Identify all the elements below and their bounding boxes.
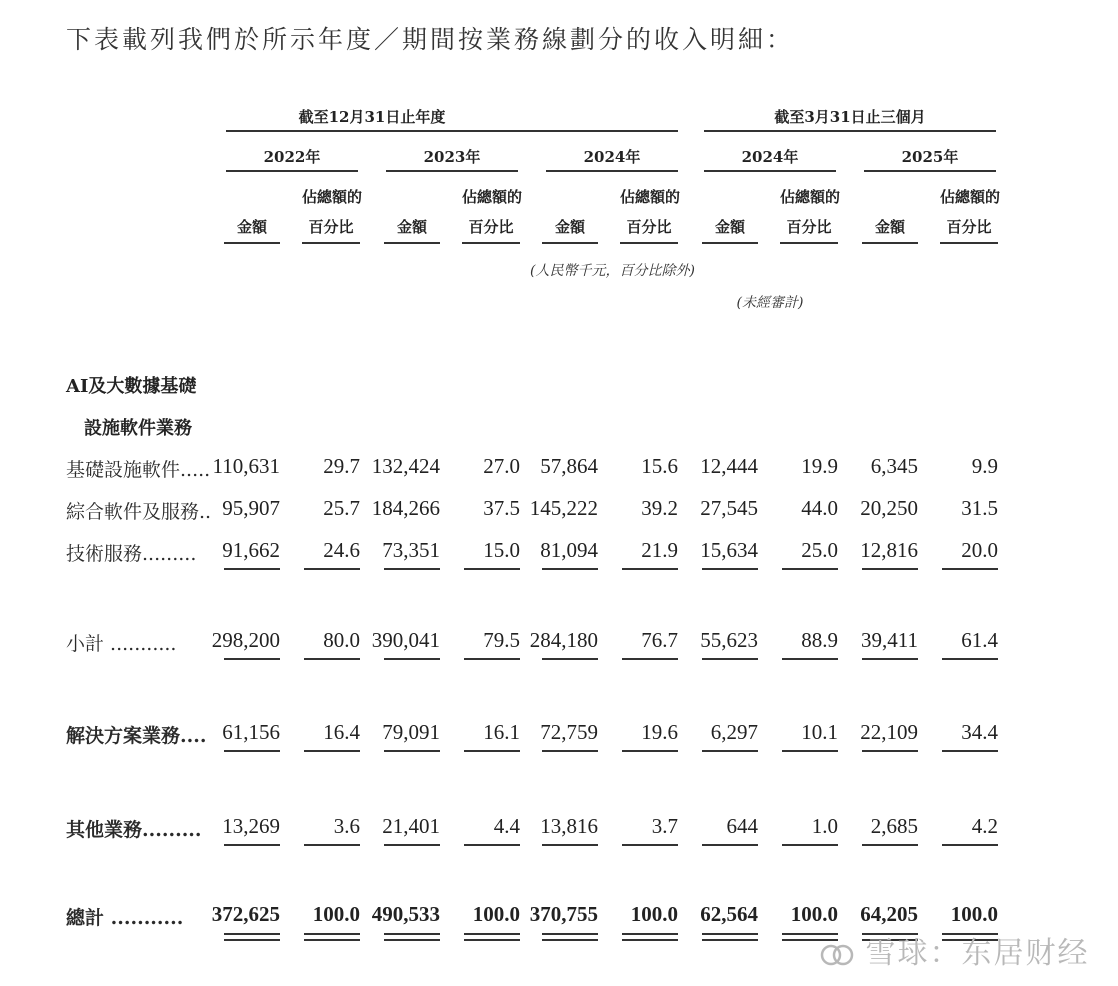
col-header-pct-line2: 百分比 xyxy=(308,218,354,236)
row-other-value: 4.2 xyxy=(971,814,998,838)
value-underline xyxy=(464,844,520,846)
col-header-pct-line2: 百分比 xyxy=(786,218,832,236)
total-double-underline-top xyxy=(304,933,360,935)
row-infrastructure-software-value: 27.0 xyxy=(483,454,520,478)
value-underline xyxy=(542,750,598,752)
total-double-underline-top xyxy=(384,933,440,935)
row-other-value: 13,269 xyxy=(222,814,280,838)
row-technical-services-value: 81,094 xyxy=(540,538,598,562)
value-underline xyxy=(384,750,440,752)
col-header-rule xyxy=(620,242,678,244)
unaudited-note: (未經審計) xyxy=(736,295,804,311)
year-header: 2023年 xyxy=(423,148,481,166)
row-infrastructure-software-value: 12,444 xyxy=(700,454,758,478)
value-underline xyxy=(464,568,520,570)
row-other-label: 其他業務......... xyxy=(66,819,202,841)
section-title-line1: AI及大數據基礎 xyxy=(66,376,197,397)
col-header-rule xyxy=(384,242,440,244)
total-double-underline-bottom xyxy=(224,939,280,941)
value-underline xyxy=(782,658,838,660)
value-underline xyxy=(384,658,440,660)
value-underline xyxy=(464,750,520,752)
row-subtotal-value: 298,200 xyxy=(211,628,280,652)
total-double-underline-top xyxy=(702,933,758,935)
year-header-rule xyxy=(546,170,678,172)
value-underline xyxy=(224,844,280,846)
row-technical-services-value: 12,816 xyxy=(860,538,918,562)
row-integrated-software-value: 25.7 xyxy=(323,496,360,520)
value-underline xyxy=(304,844,360,846)
year-header: 2022年 xyxy=(263,148,321,166)
row-infrastructure-software-value: 57,864 xyxy=(540,454,598,478)
row-subtotal-label: 小計 ........... xyxy=(66,633,177,655)
col-header-rule xyxy=(542,242,598,244)
total-double-underline-top xyxy=(542,933,598,935)
row-subtotal-value: 55,623 xyxy=(700,628,758,652)
row-technical-services-value: 73,351 xyxy=(382,538,440,562)
row-subtotal-value: 76.7 xyxy=(641,628,678,652)
row-solutions-value: 10.1 xyxy=(801,720,838,744)
row-integrated-software-value: 44.0 xyxy=(801,496,838,520)
row-total-value: 372,625 xyxy=(211,902,280,926)
col-header-rule xyxy=(940,242,998,244)
row-technical-services-value: 25.0 xyxy=(801,538,838,562)
row-other-value: 644 xyxy=(726,814,758,838)
row-integrated-software-value: 27,545 xyxy=(700,496,758,520)
row-subtotal-value: 39,411 xyxy=(861,628,918,652)
row-subtotal-value: 284,180 xyxy=(529,628,598,652)
row-other-value: 4.4 xyxy=(493,814,520,838)
year-header-rule xyxy=(864,170,996,172)
col-header-amount: 金額 xyxy=(236,218,267,236)
row-integrated-software-value: 39.2 xyxy=(641,496,678,520)
value-underline xyxy=(542,568,598,570)
col-header-amount: 金額 xyxy=(396,218,427,236)
total-double-underline-top xyxy=(464,933,520,935)
value-underline xyxy=(464,658,520,660)
col-header-pct-line2: 百分比 xyxy=(946,218,992,236)
row-technical-services-value: 15.0 xyxy=(483,538,520,562)
col-header-amount: 金額 xyxy=(874,218,905,236)
year-header: 2024年 xyxy=(583,148,641,166)
row-other-value: 13,816 xyxy=(540,814,598,838)
value-underline xyxy=(622,658,678,660)
intro-text: 下表載列我們於所示年度／期間按業務線劃分的收入明細： xyxy=(66,25,795,54)
row-total-value: 100.0 xyxy=(950,902,998,926)
row-other-value: 3.7 xyxy=(651,814,678,838)
value-underline xyxy=(942,658,998,660)
value-underline xyxy=(862,844,918,846)
value-underline xyxy=(304,750,360,752)
value-underline xyxy=(384,568,440,570)
row-subtotal-value: 390,041 xyxy=(371,628,440,652)
value-underline xyxy=(304,568,360,570)
snowball-logo-icon xyxy=(820,941,854,969)
value-underline xyxy=(862,658,918,660)
row-technical-services-value: 91,662 xyxy=(222,538,280,562)
value-underline xyxy=(702,750,758,752)
value-underline xyxy=(542,658,598,660)
total-double-underline-top xyxy=(224,933,280,935)
total-double-underline-bottom xyxy=(464,939,520,941)
unit-note: (人民幣千元，百分比除外) xyxy=(530,263,695,279)
row-total-value: 370,755 xyxy=(529,902,598,926)
col-header-rule xyxy=(702,242,758,244)
row-subtotal-value: 61.4 xyxy=(961,628,998,652)
header-three-months: 截至3月31日止三個月 xyxy=(774,108,926,126)
value-underline xyxy=(224,750,280,752)
value-underline xyxy=(782,844,838,846)
value-underline xyxy=(702,568,758,570)
section-title-line2: 設施軟件業務 xyxy=(84,418,192,439)
row-infrastructure-software-label: 基礎設施軟件..... xyxy=(66,459,211,481)
row-total-value: 64,205 xyxy=(860,902,918,926)
row-solutions-value: 22,109 xyxy=(860,720,918,744)
row-solutions-label: 解決方案業務.... xyxy=(66,725,207,747)
row-subtotal-value: 80.0 xyxy=(323,628,360,652)
total-double-underline-bottom xyxy=(304,939,360,941)
total-double-underline-bottom xyxy=(542,939,598,941)
value-underline xyxy=(942,844,998,846)
value-underline xyxy=(622,750,678,752)
col-header-rule xyxy=(780,242,838,244)
year-header: 2025年 xyxy=(901,148,959,166)
year-header-rule xyxy=(386,170,518,172)
row-total-value: 100.0 xyxy=(472,902,520,926)
row-infrastructure-software-value: 110,631 xyxy=(212,454,280,478)
value-underline xyxy=(782,750,838,752)
value-underline xyxy=(782,568,838,570)
col-header-rule xyxy=(224,242,280,244)
row-integrated-software-value: 37.5 xyxy=(483,496,520,520)
row-integrated-software-value: 31.5 xyxy=(961,496,998,520)
value-underline xyxy=(622,568,678,570)
row-integrated-software-value: 184,266 xyxy=(371,496,440,520)
year-header-rule xyxy=(704,170,836,172)
value-underline xyxy=(224,658,280,660)
watermark xyxy=(820,928,1090,972)
total-double-underline-bottom xyxy=(622,939,678,941)
row-total-value: 100.0 xyxy=(790,902,838,926)
rule-three-months xyxy=(704,130,996,132)
value-underline xyxy=(862,750,918,752)
value-underline xyxy=(622,844,678,846)
row-integrated-software-label: 綜合軟件及服務.. xyxy=(66,501,212,523)
year-header: 2024年 xyxy=(741,148,799,166)
value-underline xyxy=(862,568,918,570)
total-double-underline-top xyxy=(622,933,678,935)
col-header-pct-line2: 百分比 xyxy=(626,218,672,236)
value-underline xyxy=(702,658,758,660)
col-header-pct-line1: 佔總額的 xyxy=(462,188,523,206)
year-header-rule xyxy=(226,170,358,172)
col-header-rule xyxy=(862,242,918,244)
value-underline xyxy=(942,568,998,570)
row-solutions-value: 19.6 xyxy=(641,720,678,744)
row-solutions-value: 6,297 xyxy=(710,720,758,744)
col-header-rule xyxy=(462,242,520,244)
col-header-amount: 金額 xyxy=(554,218,585,236)
row-integrated-software-value: 95,907 xyxy=(222,496,280,520)
row-infrastructure-software-value: 19.9 xyxy=(801,454,838,478)
row-solutions-value: 72,759 xyxy=(540,720,598,744)
row-total-label: 總計 ........... xyxy=(66,907,184,929)
col-header-pct-line1: 佔總額的 xyxy=(620,188,681,206)
row-solutions-value: 34.4 xyxy=(961,720,998,744)
row-total-value: 100.0 xyxy=(312,902,360,926)
value-underline xyxy=(942,750,998,752)
total-double-underline-bottom xyxy=(384,939,440,941)
row-solutions-value: 79,091 xyxy=(382,720,440,744)
row-infrastructure-software-value: 9.9 xyxy=(971,454,998,478)
row-infrastructure-software-value: 15.6 xyxy=(641,454,678,478)
col-header-pct-line1: 佔總額的 xyxy=(780,188,841,206)
col-header-pct-line2: 百分比 xyxy=(468,218,514,236)
row-subtotal-value: 79.5 xyxy=(483,628,520,652)
header-fiscal-year: 截至12月31日止年度 xyxy=(298,108,446,126)
total-double-underline-bottom xyxy=(702,939,758,941)
row-solutions-value: 16.1 xyxy=(483,720,520,744)
row-infrastructure-software-value: 6,345 xyxy=(870,454,918,478)
row-other-value: 1.0 xyxy=(811,814,838,838)
row-integrated-software-value: 20,250 xyxy=(860,496,918,520)
col-header-pct-line1: 佔總額的 xyxy=(302,188,363,206)
row-technical-services-value: 20.0 xyxy=(961,538,998,562)
watermark-text: 雪球：东居财经 xyxy=(865,936,1090,971)
row-solutions-value: 61,156 xyxy=(222,720,280,744)
value-underline xyxy=(702,844,758,846)
value-underline xyxy=(384,844,440,846)
row-other-value: 2,685 xyxy=(870,814,918,838)
row-subtotal-value: 88.9 xyxy=(801,628,838,652)
row-other-value: 21,401 xyxy=(382,814,440,838)
row-total-value: 62,564 xyxy=(700,902,758,926)
row-total-value: 100.0 xyxy=(630,902,678,926)
row-solutions-value: 16.4 xyxy=(323,720,360,744)
value-underline xyxy=(542,844,598,846)
row-infrastructure-software-value: 132,424 xyxy=(371,454,440,478)
col-header-amount: 金額 xyxy=(714,218,745,236)
row-infrastructure-software-value: 29.7 xyxy=(323,454,360,478)
row-technical-services-value: 15,634 xyxy=(700,538,758,562)
row-other-value: 3.6 xyxy=(333,814,360,838)
rule-fiscal-year xyxy=(226,130,678,132)
row-technical-services-value: 24.6 xyxy=(323,538,360,562)
col-header-rule xyxy=(302,242,360,244)
row-integrated-software-value: 145,222 xyxy=(529,496,598,520)
row-technical-services-value: 21.9 xyxy=(641,538,678,562)
row-technical-services-label: 技術服務......... xyxy=(66,543,197,565)
value-underline xyxy=(304,658,360,660)
col-header-pct-line1: 佔總額的 xyxy=(940,188,1001,206)
value-underline xyxy=(224,568,280,570)
row-total-value: 490,533 xyxy=(371,902,440,926)
